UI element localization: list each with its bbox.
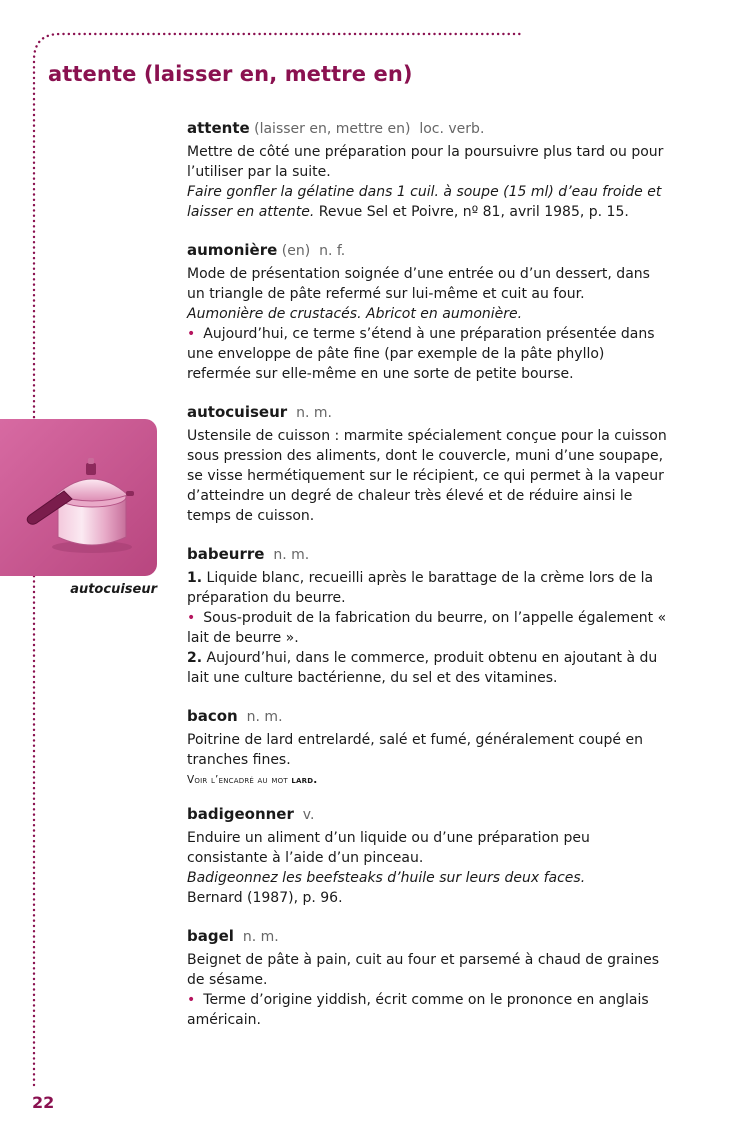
definition: Mode de présentation soignée d’une entrée ou d’un dessert, dans un triangle de pâte refermé sur lui-même et cuit au four. — [187, 266, 650, 302]
page-number: 22 — [32, 1093, 55, 1112]
example: Aumonière de crustacés. Abricot en aumonière. — [187, 306, 523, 322]
headword: autocuiseur — [187, 403, 288, 421]
definition: Poitrine de lard entrelardé, salé et fumé, généralement coupé en tranches fines. — [187, 732, 643, 768]
entries-column — [187, 118, 667, 1048]
entry-attente — [187, 118, 667, 222]
illustration-caption: autocuiseur — [70, 582, 157, 597]
grammar-label: v. — [302, 807, 315, 823]
example: Badigeonnez les beefsteaks d’huile sur leurs deux faces. — [187, 870, 586, 886]
definition: Ustensile de cuisson : marmite spécialement conçue pour la cuisson sous pression des aliments, dont le couvercle, muni d’une soupape, se visse hermétiquement sur le récipient, ce qui permet à la vapeur d’atteindre un degré de chaleur très élevé et de réduire ainsi le temps de cuisson. — [187, 428, 667, 524]
pressure-cooker-icon — [0, 419, 157, 576]
entry-aumoniere — [187, 240, 667, 384]
cross-reference-target[interactable]: lard. — [291, 774, 318, 786]
headword: babeurre — [187, 545, 265, 563]
entry-badigeonner — [187, 804, 667, 908]
headword: bacon — [187, 707, 238, 725]
definition: Enduire un aliment d’un liquide ou d’une préparation peu consistante à l’aide d’un pinceau. — [187, 830, 590, 866]
sense-definition: Aujourd’hui, dans le commerce, produit obtenu en ajoutant à du lait une culture bactérienne, du sel et des vitamines. — [187, 650, 658, 686]
example-source: Bernard (1987), p. 96. — [187, 890, 343, 906]
headword-qualifier: (laisser en, mettre en) — [254, 121, 411, 137]
example-source: Revue Sel et Poivre, nº 81, avril 1985, p. 15. — [314, 204, 629, 220]
usage-note: • Terme d’origine yiddish, écrit comme on le prononce en anglais américain. — [187, 990, 667, 1030]
grammar-label: n. m. — [296, 405, 332, 421]
sense-number: 1. — [187, 570, 203, 586]
entry-bagel — [187, 926, 667, 1030]
sense-number: 2. — [187, 650, 203, 666]
cross-reference — [187, 774, 667, 786]
grammar-label: n. m. — [246, 709, 283, 725]
entry-autocuiseur — [187, 402, 667, 526]
headword-qualifier: (en) — [281, 243, 311, 259]
grammar-label: n. m. — [273, 547, 310, 563]
grammar-label: n. f. — [319, 243, 346, 259]
example: Faire gonfler la gélatine dans 1 cuil. à soupe (15 ml) d’eau froide et laisser en attente. — [187, 184, 662, 220]
headword: attente — [187, 119, 250, 137]
running-head: attente (laisser en, mettre en) — [48, 62, 413, 86]
entry-babeurre — [187, 544, 667, 688]
usage-note: • Sous-produit de la fabrication du beurre, on l’appelle également « lait de beurre ». — [187, 608, 667, 648]
sense-definition: Liquide blanc, recueilli après le barattage de la crème lors de la préparation du beurre. — [187, 570, 654, 606]
definition: Mettre de côté une préparation pour la poursuivre plus tard ou pour l’utiliser par la suite. — [187, 144, 664, 180]
usage-note: • Aujourd’hui, ce terme s’étend à une préparation présentée dans une enveloppe de pâte fine (par exemple de la pâte phyllo) refermée sur elle-même en une sorte de petite bourse. — [187, 324, 667, 384]
definition: Beignet de pâte à pain, cuit au four et parsemé à chaud de graines de sésame. — [187, 952, 660, 988]
headword: bagel — [187, 927, 234, 945]
entry-bacon — [187, 706, 667, 786]
cross-reference-label: Voir l’encadré au mot — [187, 774, 292, 786]
headword: aumonière — [187, 241, 278, 259]
grammar-label: n. m. — [242, 929, 279, 945]
grammar-label: loc. verb. — [419, 121, 485, 137]
headword: badigeonner — [187, 805, 294, 823]
illustration-panel — [0, 419, 157, 576]
